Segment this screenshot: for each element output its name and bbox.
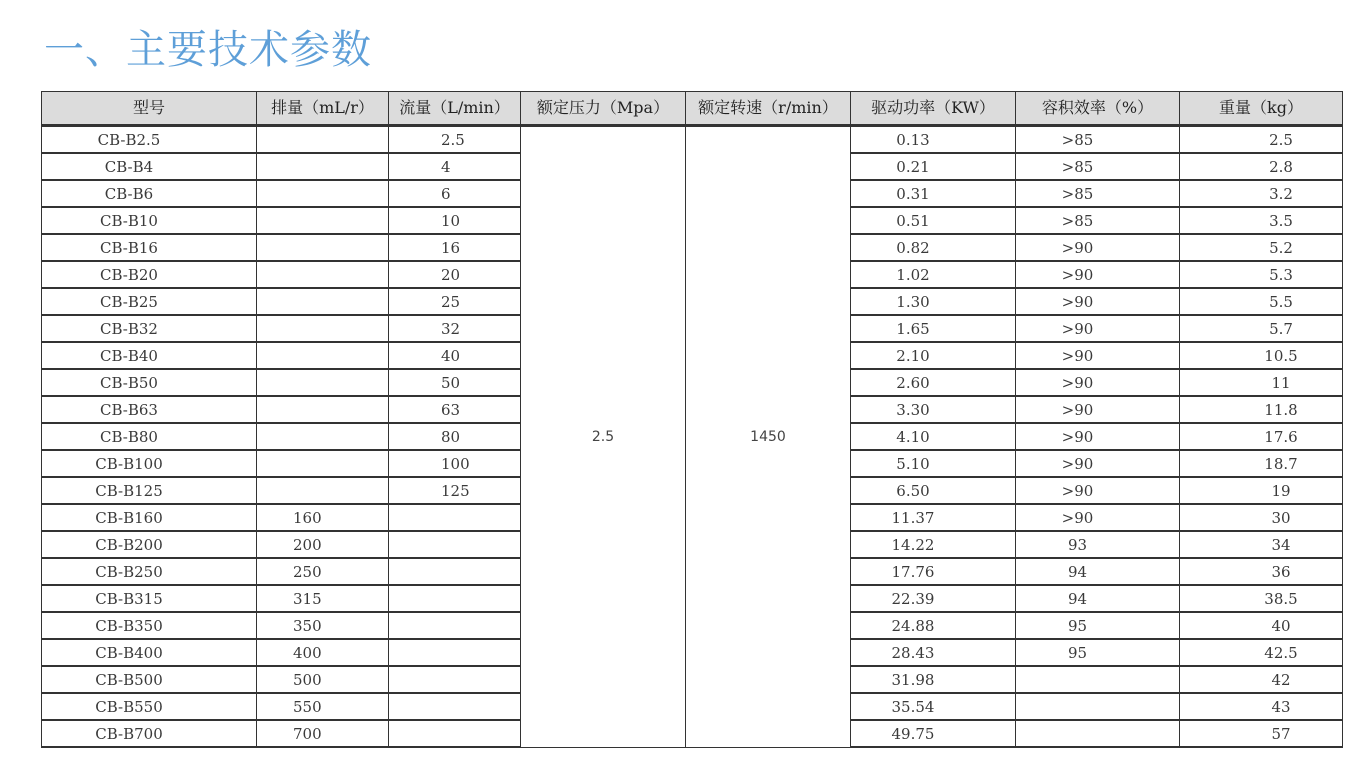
flow-cell: 16 — [389, 234, 521, 261]
displacement-cell: 400 — [257, 639, 389, 666]
efficiency-cell: >85 — [1016, 180, 1180, 207]
flow-cell: 80 — [389, 423, 521, 450]
drive-power-cell: 2.10 — [851, 342, 1016, 369]
weight-cell: 2.5 — [1180, 126, 1343, 154]
weight-cell: 34 — [1180, 531, 1343, 558]
efficiency-cell: >85 — [1016, 207, 1180, 234]
efficiency-cell: >90 — [1016, 477, 1180, 504]
flow-cell — [389, 531, 521, 558]
weight-cell: 19 — [1180, 477, 1343, 504]
weight-cell: 3.5 — [1180, 207, 1343, 234]
flow-cell — [389, 612, 521, 639]
drive-power-cell: 0.51 — [851, 207, 1016, 234]
drive-power-cell: 1.30 — [851, 288, 1016, 315]
model-cell: CB-B2.5 — [42, 126, 257, 154]
flow-cell: 6 — [389, 180, 521, 207]
drive-power-cell: 5.10 — [851, 450, 1016, 477]
efficiency-cell: >90 — [1016, 504, 1180, 531]
flow-cell — [389, 585, 521, 612]
flow-cell — [389, 666, 521, 693]
flow-cell: 25 — [389, 288, 521, 315]
rated-speed-cell: 1450 — [686, 126, 851, 748]
drive-power-cell: 28.43 — [851, 639, 1016, 666]
drive-power-cell: 24.88 — [851, 612, 1016, 639]
displacement-cell: 160 — [257, 504, 389, 531]
flow-cell: 100 — [389, 450, 521, 477]
drive-power-cell: 6.50 — [851, 477, 1016, 504]
drive-power-cell: 31.98 — [851, 666, 1016, 693]
displacement-cell — [257, 234, 389, 261]
drive-power-cell: 0.82 — [851, 234, 1016, 261]
model-cell: CB-B350 — [42, 612, 257, 639]
model-cell: CB-B550 — [42, 693, 257, 720]
header-rated-speed: 额定转速（r/min） — [686, 92, 851, 126]
drive-power-cell: 35.54 — [851, 693, 1016, 720]
flow-cell: 2.5 — [389, 126, 521, 154]
efficiency-cell: >90 — [1016, 342, 1180, 369]
efficiency-cell: >90 — [1016, 315, 1180, 342]
displacement-cell — [257, 315, 389, 342]
drive-power-cell: 0.31 — [851, 180, 1016, 207]
flow-cell — [389, 693, 521, 720]
weight-cell: 10.5 — [1180, 342, 1343, 369]
flow-cell — [389, 504, 521, 531]
weight-cell: 5.3 — [1180, 261, 1343, 288]
drive-power-cell: 1.02 — [851, 261, 1016, 288]
displacement-cell — [257, 450, 389, 477]
header-displacement: 排量（mL/r） — [257, 92, 389, 126]
efficiency-cell: >90 — [1016, 396, 1180, 423]
model-cell: CB-B50 — [42, 369, 257, 396]
model-cell: CB-B63 — [42, 396, 257, 423]
displacement-cell: 700 — [257, 720, 389, 747]
model-cell: CB-B10 — [42, 207, 257, 234]
displacement-cell — [257, 396, 389, 423]
spec-table-body — [42, 126, 1343, 748]
model-cell: CB-B20 — [42, 261, 257, 288]
displacement-cell — [257, 207, 389, 234]
drive-power-cell: 2.60 — [851, 369, 1016, 396]
model-cell: CB-B4 — [42, 153, 257, 180]
model-cell: CB-B500 — [42, 666, 257, 693]
weight-cell: 5.2 — [1180, 234, 1343, 261]
model-cell: CB-B32 — [42, 315, 257, 342]
flow-cell: 63 — [389, 396, 521, 423]
drive-power-cell: 49.75 — [851, 720, 1016, 747]
weight-cell: 3.2 — [1180, 180, 1343, 207]
efficiency-cell: 94 — [1016, 585, 1180, 612]
spec-table — [41, 91, 1343, 748]
efficiency-cell: >90 — [1016, 288, 1180, 315]
weight-cell: 2.8 — [1180, 153, 1343, 180]
displacement-cell — [257, 153, 389, 180]
model-cell: CB-B6 — [42, 180, 257, 207]
displacement-cell — [257, 423, 389, 450]
weight-cell: 38.5 — [1180, 585, 1343, 612]
efficiency-cell: >90 — [1016, 234, 1180, 261]
efficiency-cell — [1016, 693, 1180, 720]
efficiency-cell — [1016, 666, 1180, 693]
displacement-cell: 315 — [257, 585, 389, 612]
weight-cell: 5.5 — [1180, 288, 1343, 315]
model-cell: CB-B80 — [42, 423, 257, 450]
efficiency-cell: 95 — [1016, 612, 1180, 639]
weight-cell: 42.5 — [1180, 639, 1343, 666]
displacement-cell: 200 — [257, 531, 389, 558]
efficiency-cell: 95 — [1016, 639, 1180, 666]
model-cell: CB-B40 — [42, 342, 257, 369]
displacement-cell — [257, 288, 389, 315]
header-model: 型号 — [42, 92, 257, 126]
flow-cell: 20 — [389, 261, 521, 288]
weight-cell: 17.6 — [1180, 423, 1343, 450]
rated-pressure-cell: 2.5 — [521, 126, 686, 748]
table-row — [42, 126, 1343, 154]
weight-cell: 5.7 — [1180, 315, 1343, 342]
model-cell: CB-B16 — [42, 234, 257, 261]
model-cell: CB-B125 — [42, 477, 257, 504]
drive-power-cell: 11.37 — [851, 504, 1016, 531]
model-cell: CB-B250 — [42, 558, 257, 585]
weight-cell: 40 — [1180, 612, 1343, 639]
efficiency-cell: 94 — [1016, 558, 1180, 585]
weight-cell: 11 — [1180, 369, 1343, 396]
header-weight: 重量（kg） — [1180, 92, 1343, 126]
model-cell: CB-B200 — [42, 531, 257, 558]
displacement-cell — [257, 180, 389, 207]
flow-cell: 50 — [389, 369, 521, 396]
flow-cell — [389, 558, 521, 585]
weight-cell: 11.8 — [1180, 396, 1343, 423]
flow-cell: 32 — [389, 315, 521, 342]
model-cell: CB-B315 — [42, 585, 257, 612]
model-cell: CB-B700 — [42, 720, 257, 747]
drive-power-cell: 0.21 — [851, 153, 1016, 180]
flow-cell — [389, 720, 521, 747]
drive-power-cell: 0.13 — [851, 126, 1016, 154]
model-cell: CB-B400 — [42, 639, 257, 666]
displacement-cell: 250 — [257, 558, 389, 585]
displacement-cell — [257, 342, 389, 369]
efficiency-cell: >85 — [1016, 153, 1180, 180]
drive-power-cell: 22.39 — [851, 585, 1016, 612]
displacement-cell — [257, 261, 389, 288]
header-flow: 流量（L/min） — [389, 92, 521, 126]
flow-cell: 10 — [389, 207, 521, 234]
weight-cell: 43 — [1180, 693, 1343, 720]
drive-power-cell: 1.65 — [851, 315, 1016, 342]
page-heading: 一、主要技术参数 — [44, 27, 372, 73]
header-rated-pressure: 额定压力（Mpa） — [521, 92, 686, 126]
header-row — [42, 92, 1343, 126]
flow-cell: 4 — [389, 153, 521, 180]
weight-cell: 57 — [1180, 720, 1343, 747]
weight-cell: 30 — [1180, 504, 1343, 531]
drive-power-cell: 3.30 — [851, 396, 1016, 423]
flow-cell — [389, 639, 521, 666]
displacement-cell: 500 — [257, 666, 389, 693]
efficiency-cell: >90 — [1016, 369, 1180, 396]
efficiency-cell: >90 — [1016, 423, 1180, 450]
flow-cell: 125 — [389, 477, 521, 504]
efficiency-cell: >85 — [1016, 126, 1180, 154]
displacement-cell: 350 — [257, 612, 389, 639]
flow-cell: 40 — [389, 342, 521, 369]
efficiency-cell: >90 — [1016, 450, 1180, 477]
weight-cell: 36 — [1180, 558, 1343, 585]
displacement-cell — [257, 126, 389, 154]
efficiency-cell — [1016, 720, 1180, 747]
header-drive-power: 驱动功率（KW） — [851, 92, 1016, 126]
header-volumetric-efficiency: 容积效率（%） — [1016, 92, 1180, 126]
displacement-cell — [257, 369, 389, 396]
displacement-cell — [257, 477, 389, 504]
drive-power-cell: 4.10 — [851, 423, 1016, 450]
efficiency-cell: >90 — [1016, 261, 1180, 288]
model-cell: CB-B160 — [42, 504, 257, 531]
model-cell: CB-B100 — [42, 450, 257, 477]
weight-cell: 42 — [1180, 666, 1343, 693]
drive-power-cell: 14.22 — [851, 531, 1016, 558]
drive-power-cell: 17.76 — [851, 558, 1016, 585]
displacement-cell: 550 — [257, 693, 389, 720]
efficiency-cell: 93 — [1016, 531, 1180, 558]
model-cell: CB-B25 — [42, 288, 257, 315]
weight-cell: 18.7 — [1180, 450, 1343, 477]
